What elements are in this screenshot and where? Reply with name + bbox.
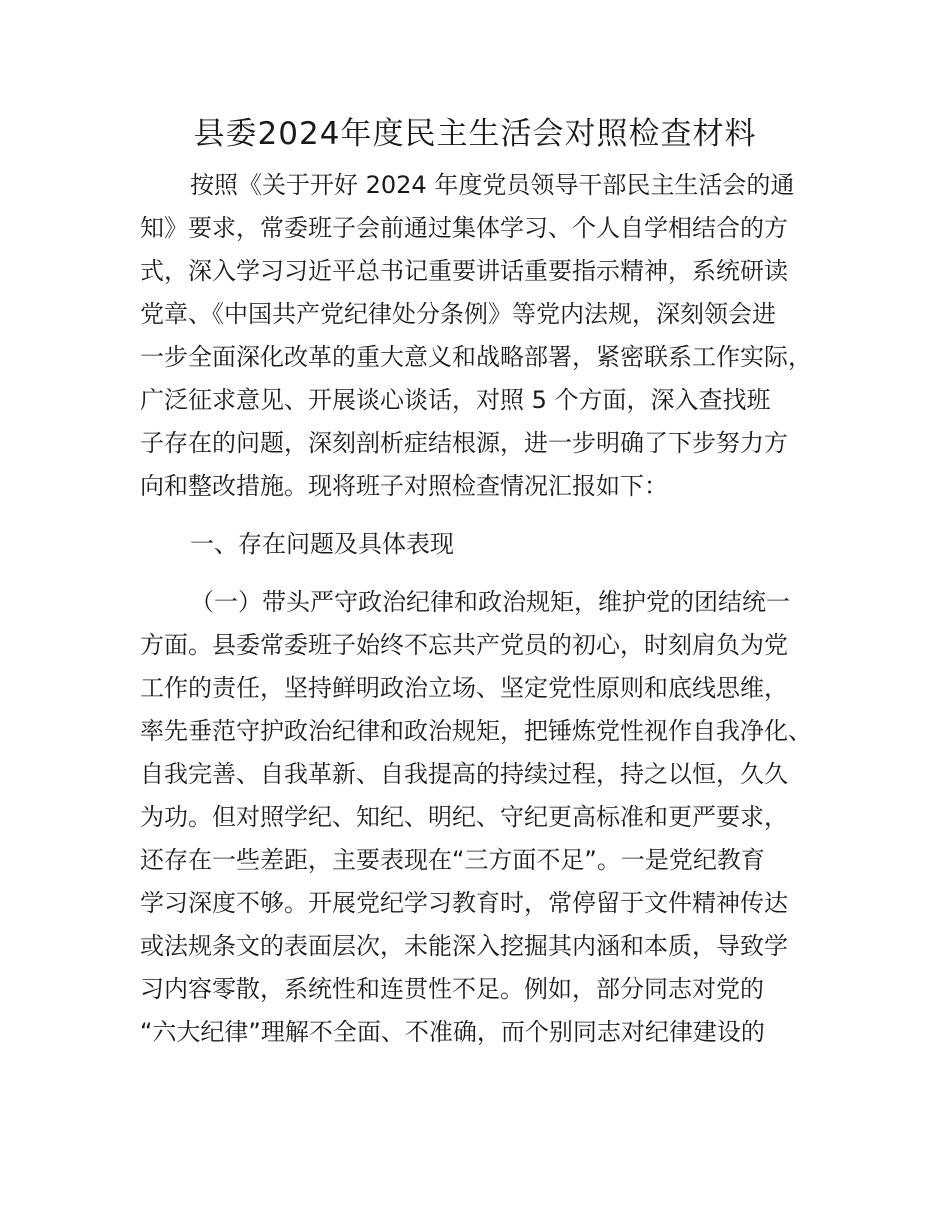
paragraph-line: 还存在一些差距，主要表现在“三方面不足”。一是党纪教育	[140, 846, 765, 874]
paragraph-line: （一）带头严守政治纪律和政治规矩，维护党的团结统一	[190, 588, 790, 616]
paragraph-line: 党章、《中国共产党纪律处分条例》等党内法规，深刻领会进	[140, 300, 776, 328]
paragraph-line: 方面。县委常委班子始终不忘共产党员的初心，时刻肩负为党	[140, 631, 788, 659]
section-heading: 一、存在问题及具体表现	[190, 530, 454, 558]
paragraph-line: 或法规条文的表面层次，未能深入挖掘其内涵和本质，导致学	[140, 932, 788, 960]
paragraph-line: 知》要求，常委班子会前通过集体学习、个人自学相结合的方	[140, 214, 788, 242]
paragraph-line: 自我完善、自我革新、自我提高的持续过程，持之以恒，久久	[140, 760, 788, 788]
paragraph-line: 工作的责任，坚持鲜明政治立场、坚定党性原则和底线思维，	[140, 674, 788, 702]
paragraph-line: 习内容零散，系统性和连贯性不足。例如，部分同志对党的	[140, 975, 764, 1003]
document-title: 县委2024年度民主生活会对照检查材料	[193, 116, 757, 152]
paragraph-line: 率先垂范守护政治纪律和政治规矩，把锤炼党性视作自我净化、	[140, 717, 812, 745]
paragraph-line: 向和整改措施。现将班子对照检查情况汇报如下：	[140, 472, 668, 500]
paragraph-line: 式，深入学习习近平总书记重要讲话重要指示精神，系统研读	[140, 257, 788, 285]
paragraph-line: 一步全面深化改革的重大意义和战略部署，紧密联系工作实际，	[140, 343, 812, 371]
paragraph-line: 学习深度不够。开展党纪学习教育时，常停留于文件精神传达	[140, 889, 788, 917]
paragraph-line: 广泛征求意见、开展谈心谈话，对照 5 个方面，深入查找班	[140, 386, 771, 414]
paragraph-line: 子存在的问题，深刻剖析症结根源，进一步明确了下步努力方	[140, 429, 788, 457]
paragraph-line: 按照《关于开好 2024 年度党员领导干部民主生活会的通	[190, 171, 795, 199]
paragraph-line: “六大纪律”理解不全面、不准确，而个别同志对纪律建设的	[140, 1018, 765, 1046]
paragraph-line: 为功。但对照学纪、知纪、明纪、守纪更高标准和更严要求，	[140, 803, 788, 831]
